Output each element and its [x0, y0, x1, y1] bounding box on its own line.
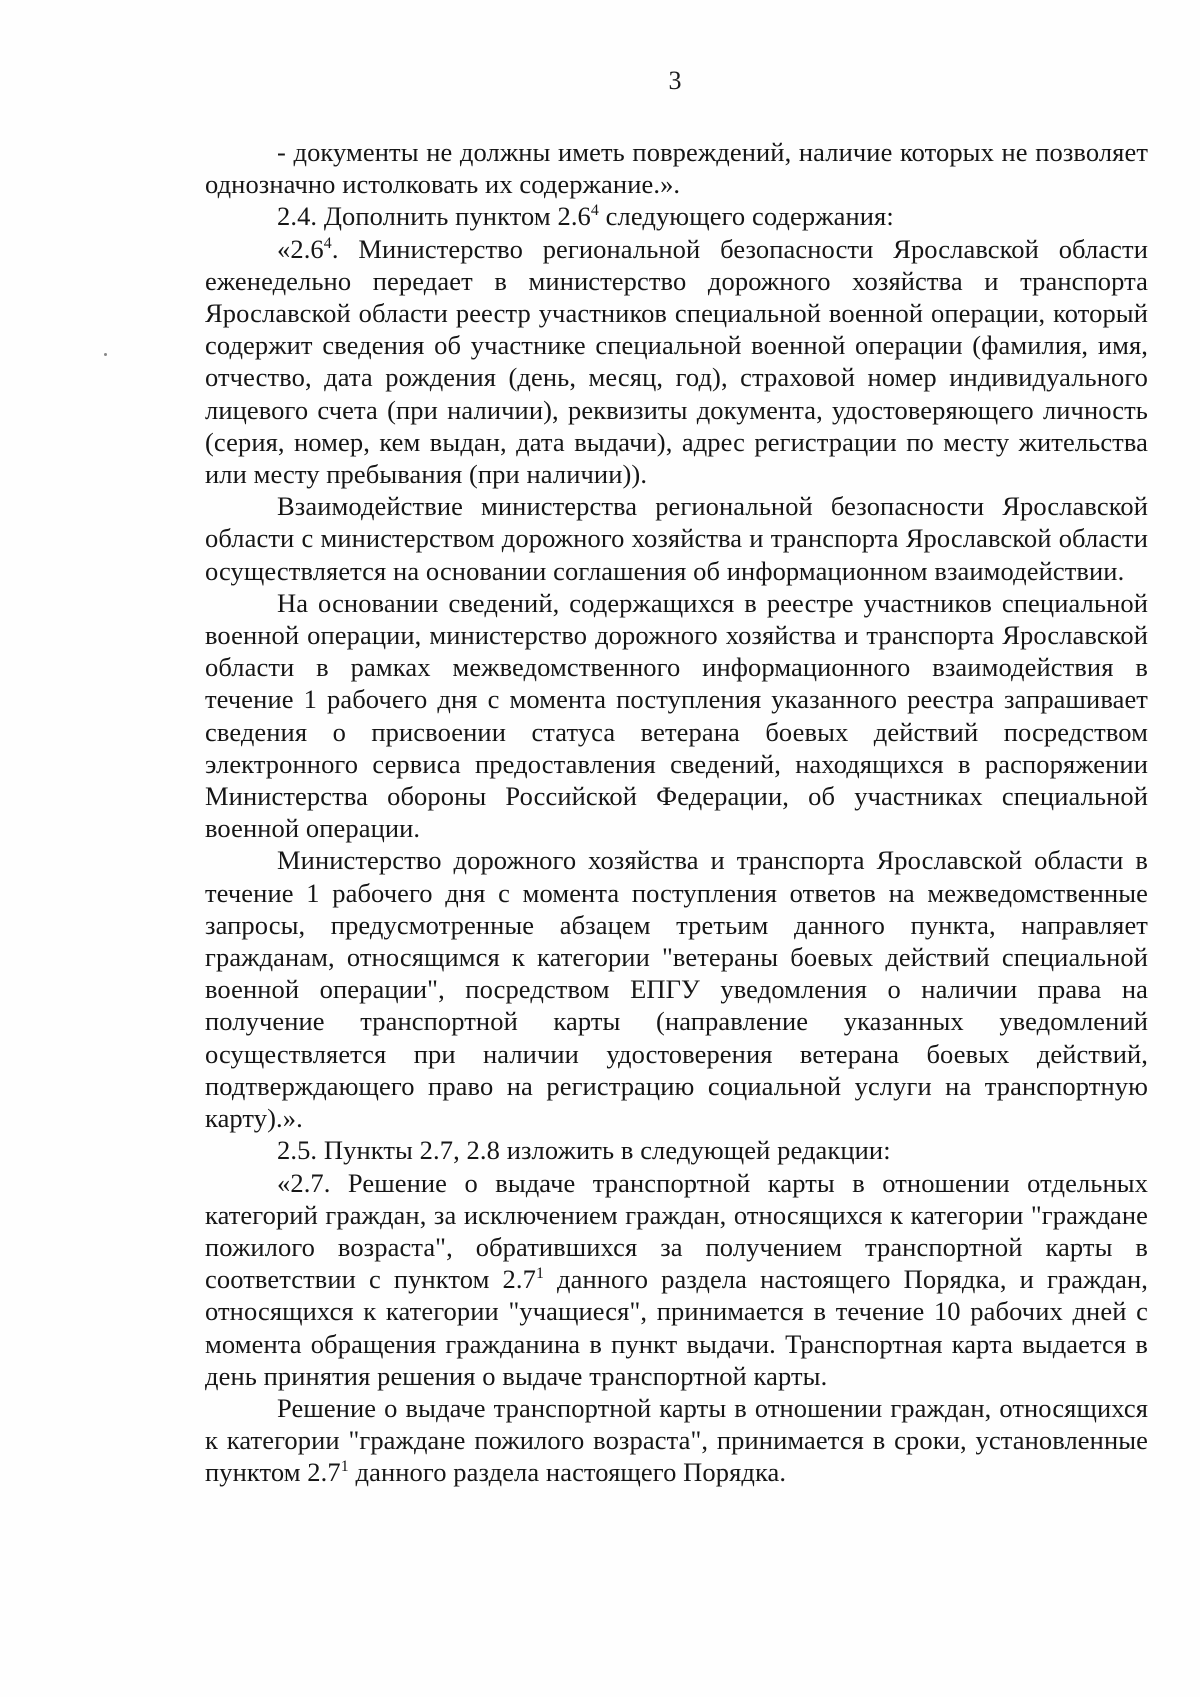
paragraph-interaction-agreement: Взаимодействие министерства региональной безопасности Ярославской области с министерством дорожного хозяйства и транспорта Ярославской области осуществляется на основании соглашения об информационном взаимодействии.	[205, 491, 1148, 586]
document-body	[205, 136, 1148, 1489]
paragraph-elderly-decision: Решение о выдаче транспортной карты в отношении граждан, относящихся к категории "граждане пожилого возраста", принимается в сроки, установленные пунктом $2.7^1$ данного раздела настоящего Порядка.	[205, 1392, 1148, 1488]
paragraph-2-4: 2.4. Дополнить пунктом $2.6^4$ следующего содержания:	[277, 201, 894, 232]
paragraph-2-7: «2.7. Решение о выдаче транспортной карты в отношении отдельных категорий граждан, за исключением граждан, относящихся к категории "граждане пожилого возраста", обратившихся за получением транспортной карты в соответствии с пунктом $2.7^1$ данного раздела настоящего Порядка, и граждан, относящихся к категории "учащиеся", принимается в течение 10 рабочих дней с момента обращения гражданина в пункт выдачи. Транспортная карта выдается в день принятия решения о выдаче транспортной карты.	[205, 1167, 1149, 1391]
paragraph-2-6-4: «$2.6^4$. Министерство региональной безопасности Ярославской области еженедельно передает в министерство дорожного хозяйства и транспорта Ярославской области реестр участников специальной военной операции, который содержит сведения об участнике специальной военной операции (фамилия, имя, отчество, дата рождения (день, месяц, год), страховой номер индивидуального лицевого счета (при наличии), реквизиты документа, удостоверяющего личность (серия, номер, кем выдан, дата выдачи), адрес регистрации по месту жительства или месту пребывания (при наличии)).	[205, 233, 1148, 490]
scan-speck	[104, 353, 107, 356]
page-number: 3	[668, 66, 682, 95]
paragraph-registry-requests: На основании сведений, содержащихся в реестре участников специальной военной операции, министерство дорожного хозяйства и транспорта Ярославской области в рамках межведомственного информационного взаимодействия в течение 1 рабочего дня с момента поступления указанного реестра запрашивает сведения о присвоении статуса ветерана боевых действий посредством электронного сервиса предоставления сведений, находящихся в распоряжении Министерства обороны Российской Федерации, об участниках специальной военной операции.	[205, 587, 1148, 844]
paragraph-notifications: Министерство дорожного хозяйства и транспорта Ярославской области в течение 1 рабочего дня с момента поступления ответов на межведомственные запросы, предусмотренные абзацем третьим данного пункта, направляет гражданам, относящимся к категории "ветераны боевых действий специальной военной операции", посредством ЕПГУ уведомления о наличии права на получение транспортной карты (направление указанных уведомлений осуществляется при наличии удостоверения ветерана боевых действий, подтверждающего право на регистрацию социальной услуги на транспортную карту).».	[205, 845, 1148, 1134]
paragraph-2-5: 2.5. Пункты 2.7, 2.8 изложить в следующей редакции:	[277, 1135, 891, 1166]
paragraph-documents-damage: - документы не должны иметь повреждений, наличие которых не позволяет однозначно истолковать их содержание.».	[205, 137, 1148, 200]
